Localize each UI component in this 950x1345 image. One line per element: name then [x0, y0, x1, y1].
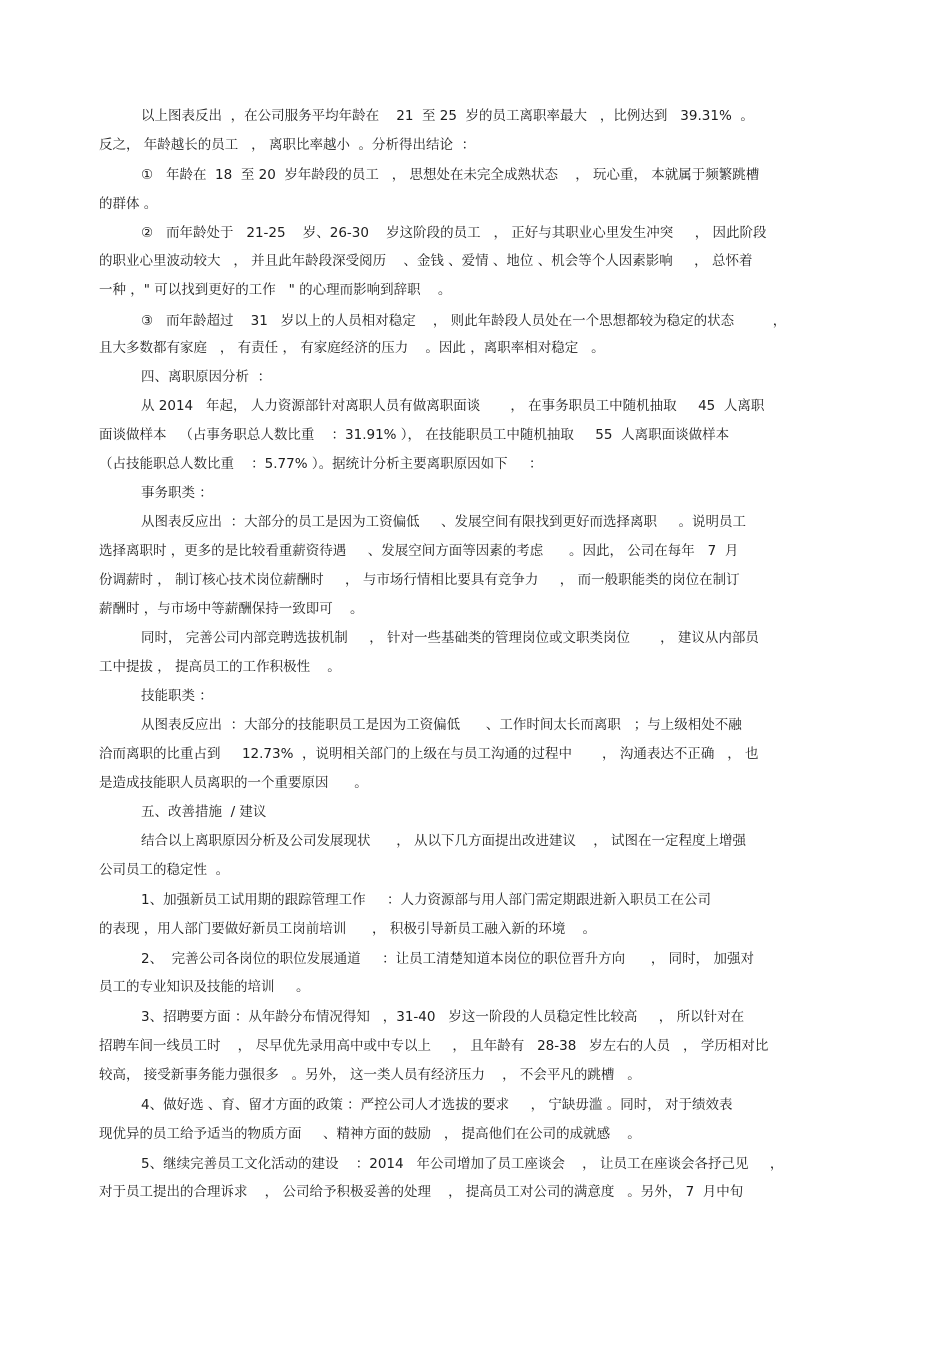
text-line: 1、加强新员工试用期的跟踪管理工作 ：人力资源部与用人部门需定期跟进新入职员工在公司	[141, 892, 712, 908]
section-heading: 四、离职原因分析 ：	[141, 369, 272, 385]
text-line: 3、招聘要方面 ：从年龄分布情况得知 ，31-40 岁这一阶段的人员稳定性比较高 ， 所以针对在	[141, 1009, 745, 1025]
text-line: 工中提拔 ， 提高员工的工作积极性 。	[99, 659, 341, 675]
text-line: 是造成技能职人员离职的一个重要原因 。	[99, 775, 368, 791]
text-line: 洽而离职的比重占到 12.73% ，说明相关部门的上级在与员工沟通的过程中 ， 沟通表达不正确 ， 也	[99, 746, 759, 762]
text-line: 且大多数都有家庭 ， 有责任 ， 有家庭经济的压力 。因此 ，离职率相对稳定 。	[99, 340, 605, 356]
text-line: 4、做好选 、育、留才方面的政策 ：严控公司人才选拔的要求 ， 宁缺毋滥 。同时， 对于绩效表	[141, 1097, 733, 1113]
text-line: 结合以上离职原因分析及公司发展现状 ， 从以下几方面提出改进建议 ， 试图在一定程度上增强	[141, 833, 746, 849]
text-line: 从 2014 年起， 人力资源部针对离职人员有做离职面谈 ， 在事务职员工中随机抽取 45 人离职	[141, 398, 765, 414]
text-line: 薪酬时 ，与市场中等薪酬保持一致即可 。	[99, 601, 364, 617]
text-line: 以上图表反出 ，在公司服务平均年龄在 21 至 25 岁的员工离职率最大 ，比例达到 39.31% 。	[141, 108, 754, 124]
subsection-heading: 技能职类 ：	[141, 688, 213, 704]
text-line: 面谈做样本 （占事务职总人数比重 ：31.91% ）， 在技能职员工中随机抽取 55 人离职面谈做样本	[99, 427, 730, 443]
text-line: 从图表反应出 ：大部分的员工是因为工资偏低 、发展空间有限找到更好而选择离职 。说明员工	[141, 514, 746, 530]
text-line: 同时， 完善公司内部竞聘选拔机制 ， 针对一些基础类的管理岗位或文职类岗位 ， 建议从内部员	[141, 630, 759, 646]
text-line: 2、 完善公司各岗位的职位发展通道 ：让员工清楚知道本岗位的职位晋升方向 ， 同时， 加强对	[141, 951, 754, 967]
text-line: 5、继续完善员工文化活动的建设 ：2014 年公司增加了员工座谈会 ， 让员工在座谈会各抒己见 ，	[141, 1156, 784, 1172]
section-heading: 五、改善措施 / 建议	[141, 804, 267, 820]
subsection-heading: 事务职类 ：	[141, 485, 213, 501]
text-line: （占技能职总人数比重 ：5.77% ）。据统计分析主要离职原因如下 ：	[99, 456, 543, 472]
text-line: 的群体 。	[99, 196, 158, 212]
text-line: 员工的专业知识及技能的培训 。	[99, 979, 310, 995]
text-line: 选择离职时 ，更多的是比较看重薪资待遇 、发展空间方面等因素的考虑 。因此， 公司在每年 7 月	[99, 543, 739, 559]
text-line: 份调薪时 ， 制订核心技术岗位薪酬时 ， 与市场行情相比要具有竞争力 ， 而一般职能类的岗位在制订	[99, 572, 740, 588]
text-line: 从图表反应出 ：大部分的技能职员工是因为工资偏低 、工作时间太长而离职 ；与上级相处不融	[141, 717, 742, 733]
text-line: 的表现 ，用人部门要做好新员工岗前培训 ， 积极引导新员工融入新的环境 。	[99, 921, 596, 937]
text-line: ③ 而年龄超过 31 岁以上的人员相对稳定 ， 则此年龄段人员处在一个思想都较为稳定的状态 ，	[141, 313, 787, 329]
text-line: 较高， 接受新事务能力强很多 。另外， 这一类人员有经济压力 ， 不会平凡的跳槽 。	[99, 1067, 641, 1083]
text-line: 一种 ，" 可以找到更好的工作 " 的心理而影响到辞职 。	[99, 282, 452, 298]
text-line: 现优异的员工给予适当的物质方面 、精神方面的鼓励 ， 提高他们在公司的成就感 。	[99, 1126, 641, 1142]
text-line: 反之， 年龄越长的员工 ， 离职比率越小 。分析得出结论 ：	[99, 137, 476, 153]
text-line: 公司员工的稳定性 。	[99, 862, 230, 878]
text-line: ② 而年龄处于 21-25 岁、26-30 岁这阶段的员工 ， 正好与其职业心里发生冲突 ， 因此阶段	[141, 225, 767, 241]
text-line: ① 年龄在 18 至 20 岁年龄段的员工 ， 思想处在未完全成熟状态 ， 玩心重， 本就属于频繁跳槽	[141, 167, 760, 183]
text-line: 招聘车间一线员工时 ， 尽早优先录用高中或中专以上 ， 且年龄有 28-38 岁左右的人员 ， 学历相对比	[99, 1038, 769, 1054]
text-line: 对于员工提出的合理诉求 ， 公司给予积极妥善的处理 ， 提高员工对公司的满意度 。另外， 7 月中旬	[99, 1184, 744, 1200]
text-line: 的职业心里波动较大 ， 并且此年龄段深受阅历 、金钱 、爱情 、地位 、机会等个人因素影响 ， 总怀着	[99, 253, 753, 269]
